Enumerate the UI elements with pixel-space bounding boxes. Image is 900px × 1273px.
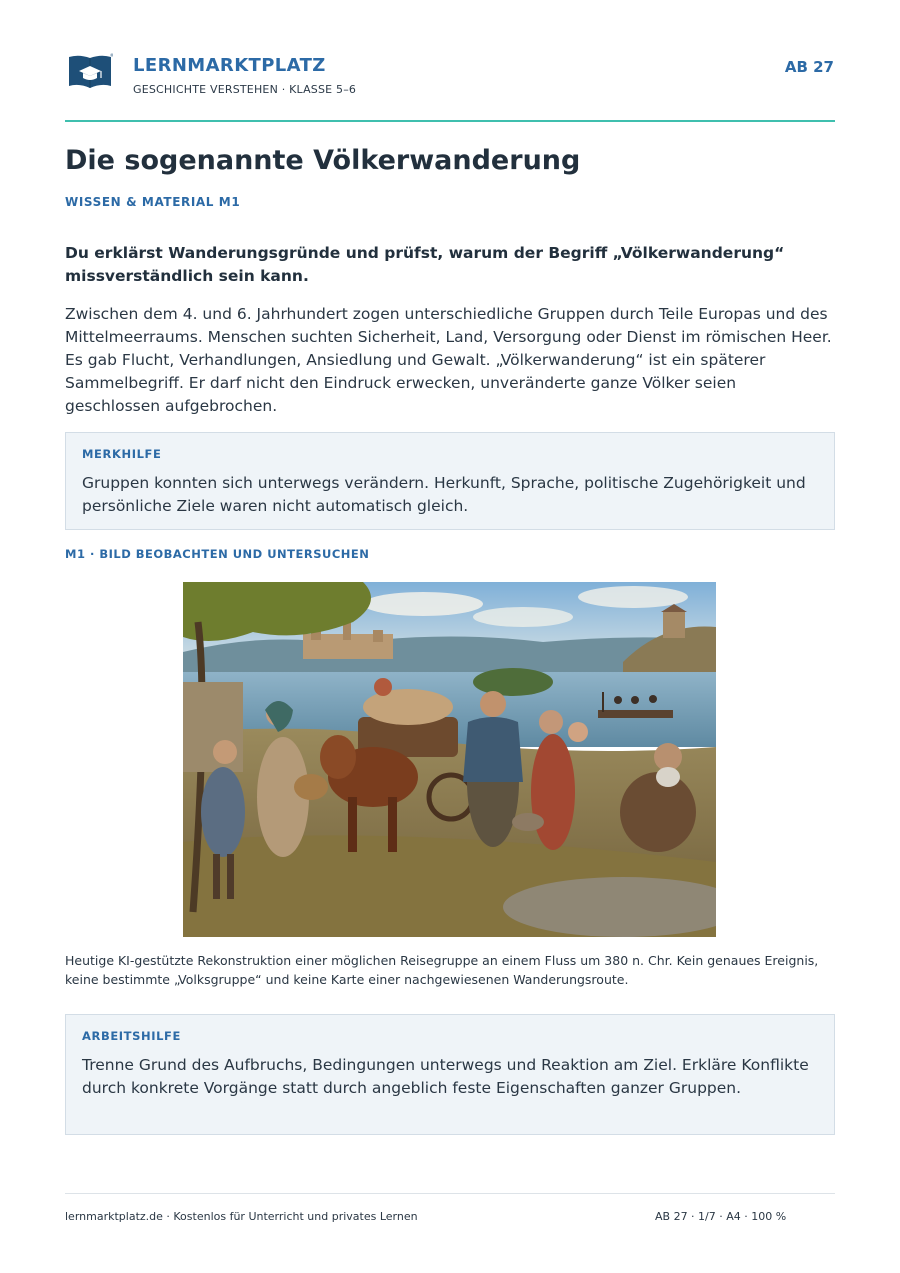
arbeitshilfe-text: Trenne Grund des Aufbruchs, Bedingungen unterwegs und Reaktion am Ziel. Erkläre Konflikte durch konkrete Vorgänge statt durch angeblich feste Eigenschaften ganzer Gruppen. bbox=[82, 1056, 809, 1097]
m1-label: M1 · BILD BEOBACHTEN UND UNTERSUCHEN bbox=[65, 547, 370, 561]
body-text: Zwischen dem 4. und 6. Jahrhundert zogen unterschiedliche Gruppen durch Teile Europas und des Mittelmeerraums. Menschen suchten Sicherheit, Land, Versorgung oder Dienst im römischen Heer. Es gab Flucht, Verhandlungen, Ansiedlung und Gewalt. „Völkerwanderung“ ist ein späterer Sammelbegriff. Er darf nicht den Eindruck erwecken, unveränderte ganze Völker seien geschlossen aufgebrochen. bbox=[65, 305, 832, 415]
arbeitshilfe-box bbox=[65, 1014, 835, 1135]
graduation-cap-icon bbox=[67, 53, 113, 93]
footer-divider bbox=[65, 1193, 835, 1194]
brand-subtitle: GESCHICHTE VERSTEHEN · KLASSE 5–6 bbox=[133, 83, 357, 96]
sheet-code: AB 27 bbox=[784, 58, 834, 76]
footer-site-link[interactable]: lernmarktplatz.de · Kostenlos für Unterricht und privates Lernen bbox=[65, 1210, 418, 1223]
footer-page-info: AB 27 · 1/7 · A4 · 100 % bbox=[655, 1210, 787, 1223]
header-divider bbox=[65, 120, 835, 122]
section-label: WISSEN & MATERIAL M1 bbox=[65, 195, 241, 209]
merkhilfe-box bbox=[65, 432, 835, 530]
brand-name: LERNMARKTPLATZ bbox=[133, 55, 326, 76]
m1-caption: Heutige KI-gestützte Rekonstruktion einer möglichen Reisegruppe an einem Fluss um 380 n. Chr. Kein genaues Ereignis, keine bestimmte „Volksgruppe“ und keine Karte einer nachgewiesenen Wanderungsroute. bbox=[65, 953, 819, 987]
arbeitshilfe-label: ARBEITSHILFE bbox=[82, 1029, 181, 1043]
m1-illustration bbox=[183, 582, 716, 937]
merkhilfe-text: Gruppen konnten sich unterwegs verändern. Herkunft, Sprache, politische Zugehörigkeit und persönliche Ziele waren nicht automatisch gleich. bbox=[82, 474, 806, 515]
merkhilfe-label: MERKHILFE bbox=[82, 447, 162, 461]
page-title: Die sogenannte Völkerwanderung bbox=[65, 145, 581, 176]
lead-text: Du erklärst Wanderungsgründe und prüfst, warum der Begriff „Völkerwanderung“ missverständlich sein kann. bbox=[65, 244, 785, 285]
